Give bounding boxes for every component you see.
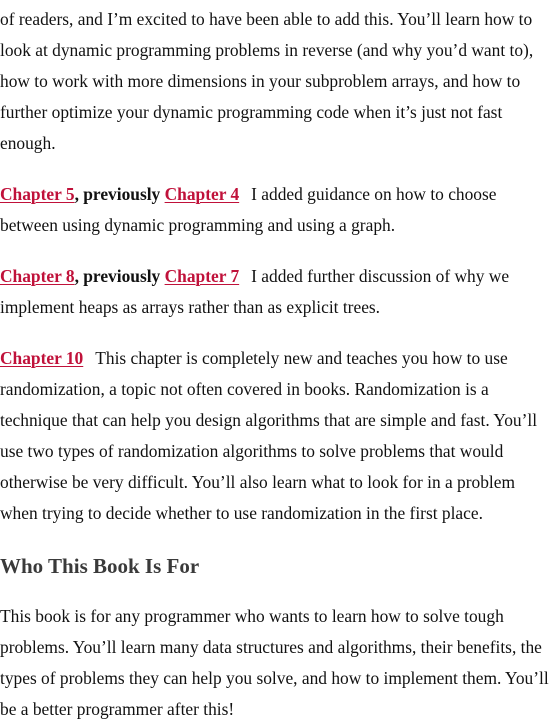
chapter-5-link[interactable]: Chapter 5 [0,184,75,204]
section-paragraph: This book is for any programmer who wants to learn how to solve tough problems. You’ll learn many data structures and algorithms, their benefits, the types of problems they can help you solve, and how to implement them. You’ll be a better programmer after this! [0,606,549,719]
previously-label: , previously [74,266,165,286]
chapter-4-link[interactable]: Chapter 4 [164,184,240,204]
section-heading: Who This Book Is For [0,554,200,578]
change-entry-header [0,266,239,286]
change-description: This chapter is completely new and teaches you how to use randomization, a topic not often covered in books. Randomization is a technique that can help you design algorithms that are simple and fast. You’ll use two types of randomization algorithms to solve problems that would otherwise be very difficult. You’ll also learn what to look for in a problem when trying to decide whether to use randomization in the first place. [0,348,538,523]
chapter-7-link[interactable]: Chapter 7 [164,266,240,286]
intro-paragraph: of readers, and I’m excited to have been able to add this. You’ll learn how to look at dynamic programming problems in reverse (and why you’d want to), how to work with more dimensions in your subproblem arrays, and how to further optimize your dynamic programming code when it’s just not fast enough. [0,9,534,153]
change-entry-chapter-10 [0,343,550,529]
change-description: I added further discussion of why we implement heaps as arrays rather than as explicit trees. [0,266,510,317]
change-description: I added guidance on how to choose between using dynamic programming and using a graph. [0,184,497,235]
change-entry-header [0,348,83,368]
change-entry-chapter-8 [0,261,550,323]
chapter-10-link[interactable]: Chapter 10 [0,348,84,368]
previously-label: , previously [74,184,165,204]
change-entry-header [0,184,239,204]
chapter-8-link[interactable]: Chapter 8 [0,266,75,286]
change-entry-chapter-5 [0,179,550,241]
